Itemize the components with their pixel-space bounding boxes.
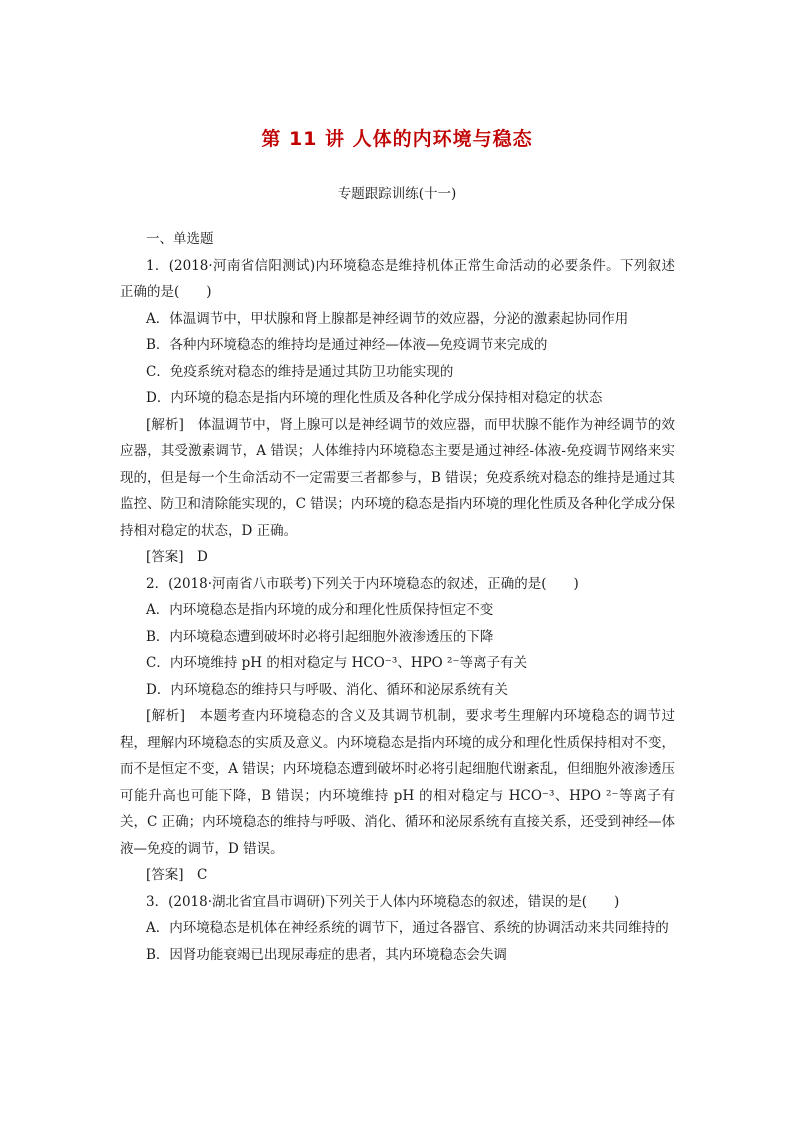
question-1-option-c: C．免疫系统对稳态的维持是通过其防卫功能实现的 <box>146 363 454 380</box>
question-1-option-b: B．各种内环境稳态的维持均是通过神经—体液—免疫调节来完成的 <box>146 337 548 353</box>
question-2-stem: 2．(2018·河南省八市联考)下列关于内环境稳态的叙述，正确的是( ) <box>146 575 579 592</box>
page-subtitle: 专题跟踪训练(十一) <box>337 186 457 202</box>
section-heading: 一、单选题 <box>146 231 214 247</box>
question-2-answer: [答案] C <box>146 867 208 883</box>
question-1-option-a: A．体温调节中，甲状腺和肾上腺都是神经调节的效应器，分泌的激素起协同作用 <box>146 310 629 327</box>
question-2-option-d: D．内环境稳态的维持只与呼吸、消化、循环和泌尿系统有关 <box>146 681 508 698</box>
question-2-option-b: B．内环境稳态遭到破坏时必将引起细胞外液渗透压的下降 <box>146 628 494 645</box>
question-1-stem: 1．(2018·河南省信阳测试)内环境稳态是维持机体正常生命活动的必要条件。下列叙述正确的是( ) <box>120 257 675 300</box>
question-2-option-a: A．内环境稳态是指内环境的成分和理化性质保持恒定不变 <box>146 602 494 618</box>
page-title: 第 11 讲 人体的内环境与稳态 <box>261 128 533 150</box>
question-3-stem: 3．(2018·湖北省宜昌市调研)下列关于人体内环境稳态的叙述，错误的是( ) <box>146 893 620 910</box>
question-3-option-b: B．因肾功能衰竭已出现尿毒症的患者，其内环境稳态会失调 <box>146 946 507 963</box>
question-2-analysis: [解析] 本题考查内环境稳态的含义及其调节机制，要求考生理解内环境稳态的调节过程，理解内环境稳态的实质及意义。内环境稳态是指内环境的成分和理化性质保持相对不变，而不是恒定不变，A 错误；内环境稳态遭到破坏时必将引起细胞代谢紊乱，但细胞外液渗透压可能升高也可能下降，B 错误；内环境维持 pH 的相对稳定与 HCO⁻³、HPO ²⁻等离子有关，C 正确；内环境稳态的维持与呼吸、消化、循环和泌尿系统有直接关系，还受到神经—体液—免疫的调节，D 错误。 <box>120 708 675 857</box>
question-1-option-d: D．内环境的稳态是指内环境的理化性质及各种化学成分保持相对稳定的状态 <box>146 390 603 406</box>
question-1-analysis: [解析] 体温调节中，肾上腺可以是神经调节的效应器，而甲状腺不能作为神经调节的效应器，其受激素调节，A 错误；人体维持内环境稳态主要是通过神经-体液-免疫调节网络来实现的，但是每一个生命活动不一定需要三者都参与，B 错误；免疫系统对稳态的维持是通过其监控、防卫和清除能实现的，C 错误；内环境的稳态是指内环境的理化性质及各种化学成分保持相对稳定的状态，D 正确。 <box>120 416 675 539</box>
question-3-option-a: A．内环境稳态是机体在神经系统的调节下，通过各器官、系统的协调活动来共同维持的 <box>146 920 669 936</box>
document-body <box>120 226 675 968</box>
question-2-option-c: C．内环境维持 pH 的相对稳定与 HCO⁻³、HPO ²⁻等离子有关 <box>146 655 528 671</box>
question-1-answer: [答案] D <box>146 549 208 565</box>
